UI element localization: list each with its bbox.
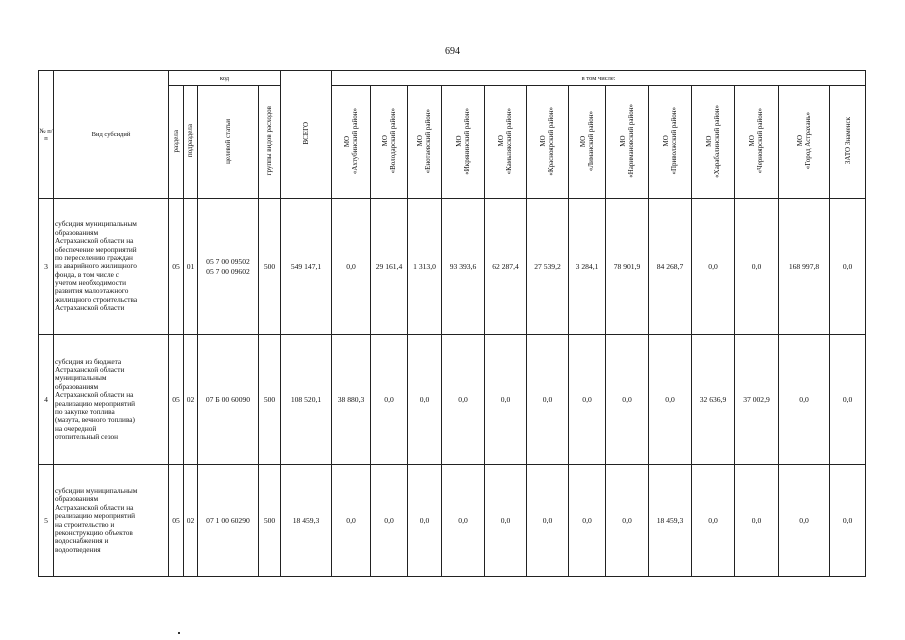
district-value: 18 459,3 xyxy=(649,465,692,577)
type-header: Вид субсидий xyxy=(54,71,169,199)
district-label-line: «Харабалинский район» xyxy=(713,104,722,178)
district-value: 0,0 xyxy=(485,465,527,577)
district-label-line: «Лиманский район» xyxy=(587,110,596,172)
district-label-line: МО xyxy=(661,135,670,147)
expense-group-code: 500 xyxy=(259,465,281,577)
district-header xyxy=(527,86,569,199)
district-value: 168 997,8 xyxy=(779,199,830,335)
district-value: 0,0 xyxy=(527,335,569,465)
row-number: 4 xyxy=(39,335,54,465)
district-header xyxy=(779,86,830,199)
district-value: 0,0 xyxy=(371,465,408,577)
description-line: образованиям xyxy=(55,227,99,237)
district-label xyxy=(497,108,513,174)
district-label-line: ЗАТО Знаменск xyxy=(843,117,852,165)
district-label-line: МО xyxy=(380,135,389,147)
district-header xyxy=(606,86,649,199)
district-value: 0,0 xyxy=(692,199,735,335)
target-article-code xyxy=(198,335,259,465)
district-header xyxy=(442,86,485,199)
code-col-label: целевой статьи xyxy=(223,118,232,164)
code-header: код xyxy=(169,71,281,86)
code-col-label: подраздела xyxy=(186,124,195,158)
description-line: муниципальным xyxy=(55,373,107,383)
expense-group-code: 500 xyxy=(259,199,281,335)
section-code: 05 xyxy=(169,465,184,577)
total-value: 18 459,3 xyxy=(281,465,332,577)
district-label-line: «Черноярский район» xyxy=(756,108,765,174)
district-label-line: «Енотаевский район» xyxy=(424,108,433,174)
district-label-line: МО xyxy=(618,135,627,147)
district-value: 0,0 xyxy=(332,199,371,335)
district-label-line: «Ахтубинский район» xyxy=(351,107,360,175)
description-line: реализацию мероприятий xyxy=(55,398,135,408)
target-code-line: 07 1 00 60290 xyxy=(206,515,250,525)
district-label-line: «Камызякский район» xyxy=(505,107,514,175)
district-label-line: «Володарский район» xyxy=(389,108,398,174)
table-row xyxy=(39,465,866,577)
description-line: субсидия из бюджета xyxy=(55,356,122,366)
district-label xyxy=(796,112,812,169)
district-value: 0,0 xyxy=(692,465,735,577)
description-line: развития малоэтажного xyxy=(55,286,129,296)
district-label-line: МО xyxy=(454,135,463,147)
description-line: на строительство и xyxy=(55,519,115,529)
subsidy-description xyxy=(54,199,169,335)
table-row xyxy=(39,335,866,465)
district-value: 1 313,0 xyxy=(408,199,442,335)
district-value: 27 539,2 xyxy=(527,199,569,335)
page-speck xyxy=(178,632,180,634)
total-value: 108 520,1 xyxy=(281,335,332,465)
num-header: № п/п xyxy=(39,71,54,199)
district-value: 0,0 xyxy=(442,335,485,465)
district-label xyxy=(381,108,397,173)
district-value: 0,0 xyxy=(735,199,779,335)
district-label-line: «Наримановский район» xyxy=(627,104,636,178)
district-value: 0,0 xyxy=(442,465,485,577)
code-col-header xyxy=(169,86,184,199)
district-label-line: «Приволжский район» xyxy=(670,107,679,175)
total-value: 549 147,1 xyxy=(281,199,332,335)
district-value: 93 393,6 xyxy=(442,199,485,335)
district-label xyxy=(455,108,471,175)
description-line: по переселению граждан xyxy=(55,252,133,262)
district-header xyxy=(830,86,866,199)
district-value: 0,0 xyxy=(569,465,606,577)
district-label xyxy=(748,108,764,173)
district-value: 0,0 xyxy=(332,465,371,577)
description-line: обеспечение мероприятий xyxy=(55,244,137,254)
district-value: 0,0 xyxy=(830,465,866,577)
code-col-label: раздела xyxy=(171,129,180,153)
section-code: 05 xyxy=(169,335,184,465)
district-value: 0,0 xyxy=(408,465,442,577)
description-line: из аварийного жилищного xyxy=(55,261,137,271)
target-article-code xyxy=(198,465,259,577)
subsection-code: 02 xyxy=(184,465,198,577)
row-number: 3 xyxy=(39,199,54,335)
subsidy-description xyxy=(54,335,169,465)
district-label-line: «Икрянинский район» xyxy=(463,107,472,175)
description-line: образованиям xyxy=(55,494,99,504)
district-label-line: МО xyxy=(539,135,548,147)
district-label-line: МО xyxy=(416,135,425,147)
district-value: 0,0 xyxy=(606,465,649,577)
row-number: 5 xyxy=(39,465,54,577)
district-header xyxy=(692,86,735,199)
district-header xyxy=(735,86,779,199)
district-header xyxy=(649,86,692,199)
description-line: Астраханской области xyxy=(55,364,125,374)
target-code-line: 05 7 00 09602 xyxy=(206,266,250,276)
district-label xyxy=(619,104,635,178)
description-line: учетом необходимости xyxy=(55,278,127,288)
district-value: 3 284,1 xyxy=(569,199,606,335)
district-value: 0,0 xyxy=(569,335,606,465)
page-number: 694 xyxy=(445,46,460,57)
subsection-code: 02 xyxy=(184,335,198,465)
district-value: 0,0 xyxy=(735,465,779,577)
district-value: 78 901,9 xyxy=(606,199,649,335)
district-value: 0,0 xyxy=(830,199,866,335)
district-value: 37 002,9 xyxy=(735,335,779,465)
description-line: по закупке топлива xyxy=(55,406,115,416)
description-line: Астраханской области на xyxy=(55,502,134,512)
section-code: 05 xyxy=(169,199,184,335)
district-value: 32 636,9 xyxy=(692,335,735,465)
code-col-header xyxy=(259,86,281,199)
district-header xyxy=(569,86,606,199)
description-line: реконструкцию объектов xyxy=(55,527,133,537)
subsidy-table xyxy=(38,70,866,577)
district-label-line: «Красноярский район» xyxy=(547,106,556,176)
district-value: 0,0 xyxy=(606,335,649,465)
code-col-label: группы видов расходов xyxy=(265,106,274,176)
subsidy-description xyxy=(54,465,169,577)
district-value: 0,0 xyxy=(408,335,442,465)
description-line: фонда, в том числе с xyxy=(55,269,119,279)
district-value: 62 287,4 xyxy=(485,199,527,335)
district-label-line: МО xyxy=(795,135,804,147)
district-header xyxy=(485,86,527,199)
district-label xyxy=(705,105,721,178)
district-value: 29 161,4 xyxy=(371,199,408,335)
target-code-line: 05 7 00 09502 xyxy=(206,256,250,266)
district-label-line: МО xyxy=(748,135,757,147)
description-line: образованиям xyxy=(55,381,99,391)
description-line: субсидия муниципальным xyxy=(55,219,137,229)
district-label-line: МО xyxy=(497,135,506,147)
district-label-line: МО xyxy=(578,135,587,147)
description-line: жилищного строительства xyxy=(55,294,138,304)
expense-group-code: 500 xyxy=(259,335,281,465)
total-header-label: ВСЕГО xyxy=(301,122,310,145)
total-header xyxy=(281,71,332,199)
district-value: 0,0 xyxy=(779,465,830,577)
district-label xyxy=(539,107,555,176)
district-label xyxy=(579,111,595,171)
description-line: водоснабжения и xyxy=(55,536,109,546)
district-value: 0,0 xyxy=(779,335,830,465)
district-value: 38 880,3 xyxy=(332,335,371,465)
description-line: водоотведения xyxy=(55,544,101,554)
subsection-code: 01 xyxy=(184,199,198,335)
target-article-code xyxy=(198,199,259,335)
district-label xyxy=(416,109,432,173)
district-value: 0,0 xyxy=(485,335,527,465)
district-label-line: МО xyxy=(704,135,713,147)
code-col-header xyxy=(198,86,259,199)
description-line: Астраханской области на xyxy=(55,236,134,246)
district-value: 0,0 xyxy=(527,465,569,577)
code-col-header xyxy=(184,86,198,199)
including-header: в том числе: xyxy=(332,71,866,86)
target-code-line: 07 Б 00 60090 xyxy=(205,394,251,404)
district-label xyxy=(343,108,359,174)
description-line: (мазута, вечного топлива) xyxy=(55,415,135,425)
district-header xyxy=(332,86,371,199)
district-header xyxy=(371,86,408,199)
description-line: реализацию мероприятий xyxy=(55,511,135,521)
district-value: 0,0 xyxy=(371,335,408,465)
district-label xyxy=(662,107,678,175)
description-line: на очередной xyxy=(55,423,97,433)
district-label xyxy=(844,117,852,164)
district-header xyxy=(408,86,442,199)
district-label-line: МО xyxy=(342,135,351,147)
description-line: отопительный сезон xyxy=(55,432,119,442)
description-line: Астраханской области xyxy=(55,303,125,313)
district-value: 0,0 xyxy=(649,335,692,465)
district-label-line: «Город Астрахань» xyxy=(804,112,813,170)
district-value: 84 268,7 xyxy=(649,199,692,335)
district-value: 0,0 xyxy=(830,335,866,465)
table-row xyxy=(39,199,866,335)
description-line: Астраханской области на xyxy=(55,390,134,400)
description-line: субсидии муниципальным xyxy=(55,485,138,495)
